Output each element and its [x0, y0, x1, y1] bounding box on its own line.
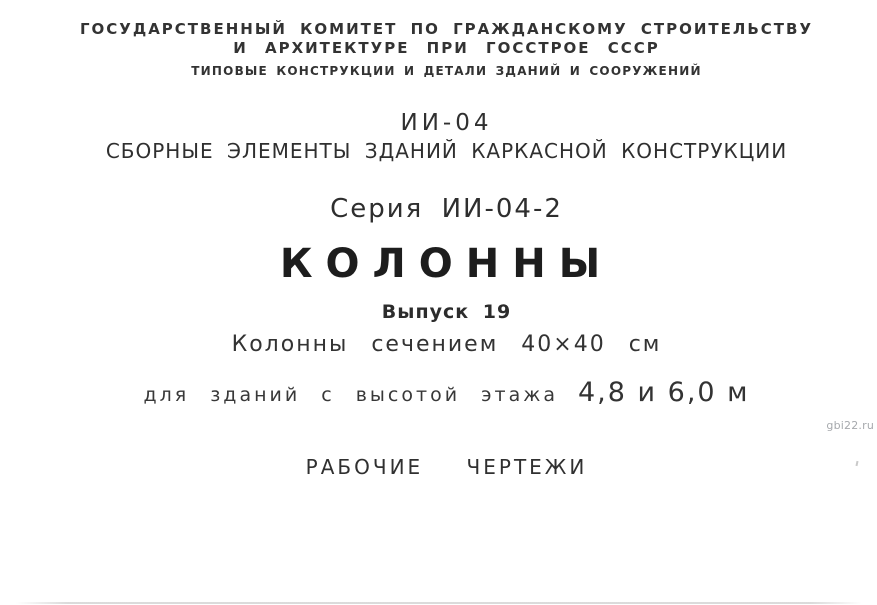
- storey-height-values: 4,8 и 6,0 м: [577, 377, 750, 408]
- document-category-line: ТИПОВЫЕ КОНСТРУКЦИИ И ДЕТАЛИ ЗДАНИЙ И СООРУЖЕНИЙ: [191, 64, 702, 78]
- organization-name-line-1: ГОСУДАРСТВЕННЫЙ КОМИТЕТ ПО ГРАЖДАНСКОМУ СТРОИТЕЛЬСТВУ: [79, 20, 814, 38]
- document-subtitle: СБОРНЫЕ ЭЛЕМЕНТЫ ЗДАНИЙ КАРКАСНОЙ КОНСТРУКЦИИ: [105, 139, 788, 163]
- organization-name-line-2: И АРХИТЕКТУРЕ ПРИ ГОССТРОЕ СССР: [233, 39, 660, 57]
- series-designation: Серия ИИ-04-2: [330, 194, 563, 224]
- working-drawings-label: РАБОЧИЕ ЧЕРТЕЖИ: [305, 455, 588, 479]
- page-bottom-edge-shadow: [16, 602, 862, 604]
- main-title: КОЛОННЫ: [279, 241, 614, 287]
- site-watermark: gbi22.ru: [826, 419, 874, 432]
- column-section-spec: Колонны сечением 40×40 см: [231, 332, 662, 357]
- storey-height-line: [8, 379, 877, 406]
- series-code: ИИ-04: [400, 110, 493, 136]
- storey-height-text: для зданий с высотой этажа: [143, 384, 558, 406]
- issue-number: Выпуск 19: [381, 301, 512, 323]
